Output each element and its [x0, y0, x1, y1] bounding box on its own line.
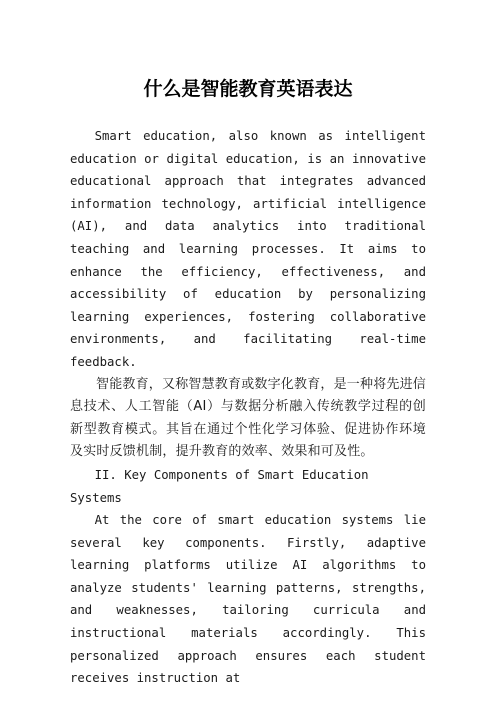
- paragraph-chinese-intro: 智能教育，又称智慧教育或数字化教育，是一种将先进信息技术、人工智能（AI）与数据分析融入传统教学过程的创新型教育模式。其旨在通过个性化学习体验、促进协作环境及实时反馈机制，提升教育的效率、效果和可及性。: [70, 376, 427, 460]
- paragraph-key-components: At the core of smart education systems lie several key components. Firstly, adaptive learning platforms utilize AI algorithms to analyze students' learning patterns, strengths, and weaknesses, tailoring curricula and instructional materials accordingly. This personalized approach ensures each student receives instruction at: [70, 513, 426, 686]
- paragraph-english-intro: Smart education, also known as intelligent education or digital education, is an innovative educational approach that integrates advanced information technology, artificial intelligence (AI), and data analytics into traditional teaching and learning processes. It aims to enhance the efficiency, effectiveness, and accessibility of education by personalizing learning experiences, fostering collaborative environments, and facilitating real-time feedback.: [70, 129, 426, 369]
- document-body: [70, 125, 426, 690]
- section-heading: II. Key Components of Smart Education Systems: [70, 467, 369, 505]
- document-title: 什么是智能教育英语表达: [143, 78, 353, 100]
